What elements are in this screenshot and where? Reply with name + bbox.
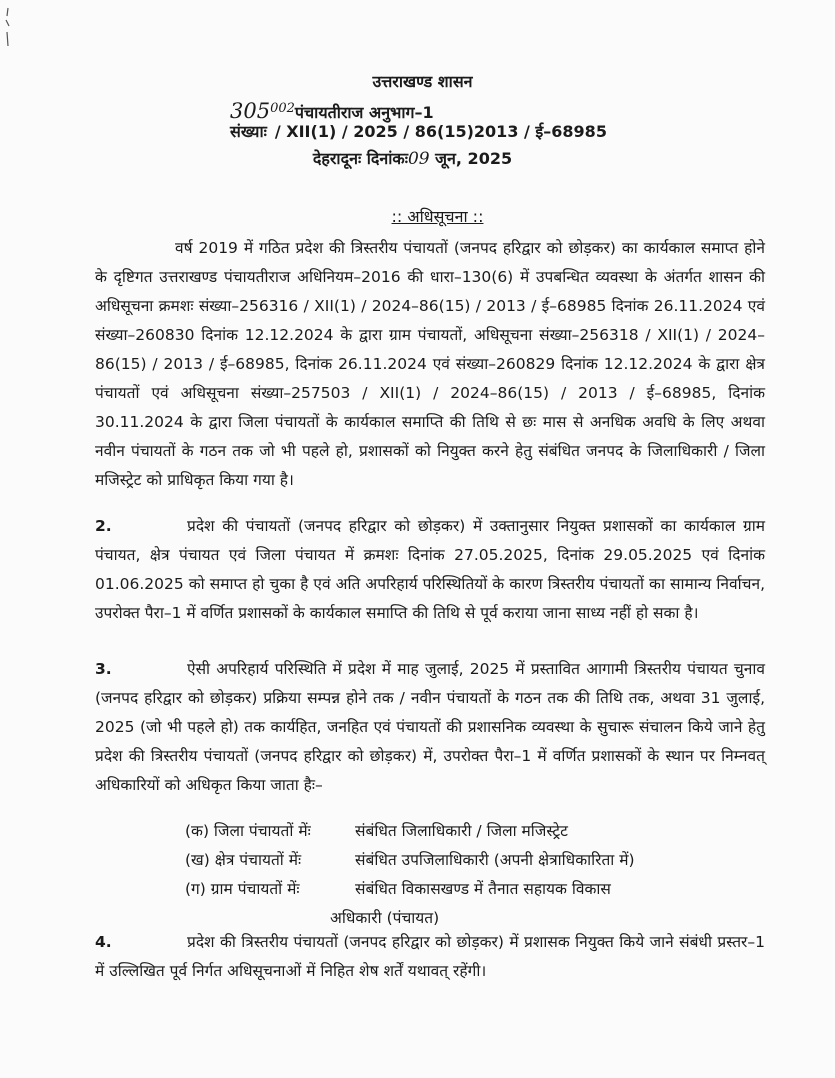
paragraph-3 — [95, 655, 765, 800]
paragraph-3-text: ऐसी अपरिहार्य परिस्थिति में प्रदेश में माह जुलाई, 2025 में प्रस्तावित आगामी त्रिस्तरीय पंचायत चुनाव (जनपद हरिद्वार को छोड़कर) प्रक्रिया सम्पन्न होने तक / नवीन पंचायतों के गठन तक की तिथि तक, अथवा 31 जुलाई, 2025 (जो भी पहले हो) तक कार्यहित, जनहित एवं पंचायतों की प्रशासनिक व्यवस्था के सुचारू संचालन किये जाने हेतु प्रदेश की त्रिस्तरीय पंचायतों (जनपद हरिद्वार को छोड़कर) में, उपरोक्त पैरा–1 में वर्णित प्रशासकों के स्थान पर निम्नवत् अधिकारियों को अधिकृत किया जाता हैः– — [95, 660, 765, 794]
place-date-line — [0, 145, 835, 173]
reference-number-line — [230, 118, 835, 145]
list-item-value: संबंधित विकासखण्ड में तैनात सहायक विकास — [355, 880, 611, 898]
list-item-value: संबंधित उपजिलाधिकारी (अपनी क्षेत्राधिकारिता में) — [355, 851, 635, 869]
paragraph-2 — [95, 512, 765, 628]
list-item — [185, 846, 635, 875]
date-prefix: देहरादूनः दिनांकः — [312, 149, 408, 168]
paragraph-2-text: प्रदेश की पंचायतों (जनपद हरिद्वार को छोड़कर) में उक्तानुसार नियुक्त प्रशासकों का कार्यकाल ग्राम पंचायत, क्षेत्र पंचायत एवं जिला पंचायत में क्रमशः दिनांक 27.05.2025, दिनांक 29.05.2025 एवं दिनांक 01.06.2025 को समाप्त हो चुका है एवं अति अपरिहार्य परिस्थितियों के कारण त्रिस्तरीय पंचायतों का सामान्य निर्वाचन, उपरोक्त पैरा–1 में वर्णित प्रशासकों के कार्यकाल समाप्ति की तिथि से पूर्व कराया जाना साध्य नहीं हो सका है। — [95, 517, 765, 622]
paragraph-1: वर्ष 2019 में गठित प्रदेश की त्रिस्तरीय पंचायतों (जनपद हरिद्वार को छोड़कर) का कार्यकाल समाप्त होने के दृष्टिगत उत्तराखण्ड पंचायतीराज अधिनियम–2016 की धारा–130(6) में उपबन्धित व्यवस्था के अंतर्गत शासन की अधिसूचना क्रमशः संख्या–256316 / XII(1) / 2024–86(15) / 2013 / ई–68985 दिनांक 26.11.2024 एवं संख्या–260830 दिनांक 12.12.2024 के द्वारा ग्राम पंचायतों, अधिसूचना संख्या–256318 / XII(1) / 2024–86(15) / 2013 / ई–68985, दिनांक 26.11.2024 एवं संख्या–260829 दिनांक 12.12.2024 के द्वारा क्षेत्र पंचायतों एवं अधिसूचना संख्या–257503 / XII(1) / 2024–86(15) / 2013 / ई–68985, दिनांक 30.11.2024 के द्वारा जिला पंचायतों के कार्यकाल समाप्ति की तिथि से छः मास से अनधिक अवधि के लिए अथवा नवीन पंचायतों के गठन तक जो भी पहले हो, प्रशासकों को नियुक्त करने हेतु संबंधित जनपद के जिलाधिकारी / जिला मजिस्ट्रेट को प्राधिकृत किया गया है। — [95, 239, 765, 489]
notification-title — [20, 205, 835, 227]
list-item-continuation: अधिकारी (पंचायत) — [330, 909, 440, 927]
government-name: उत्तराखण्ड शासन — [372, 72, 473, 91]
list-item-key: (ग) ग्राम पंचायतों मेंः — [185, 880, 300, 898]
handwritten-number: 305 — [230, 99, 271, 123]
paragraph-4-number: 4. — [95, 933, 112, 951]
handwritten-date: 09 — [407, 149, 430, 169]
paragraph-4 — [95, 928, 765, 986]
section-name: पंचायतीराज अनुभाग–1 — [294, 103, 434, 122]
list-item-value: संबंधित जिलाधिकारी / जिला मजिस्ट्रेट — [355, 822, 568, 840]
list-item-key: (क) जिला पंचायतों मेंः — [185, 822, 311, 840]
date-suffix: जून, 2025 — [435, 149, 513, 168]
list-item — [185, 875, 635, 904]
paragraph-3-number: 3. — [95, 660, 112, 678]
sankhya-label: संख्याः — [230, 122, 267, 141]
document-header — [0, 68, 835, 173]
handwritten-number-small: 002 — [270, 101, 295, 116]
reference-number: / XII(1) / 2025 / 86(15)2013 / ई–68985 — [274, 122, 607, 141]
paragraph-4-text: प्रदेश की त्रिस्तरीय पंचायतों (जनपद हरिद्वार को छोड़कर) में प्रशासक नियुक्त किये जाने संबंधी प्रस्तर–1 में उल्लिखित पूर्व निर्गत अधिसूचनाओं में निहित शेष शर्तें यथावत् रहेंगी। — [95, 933, 765, 980]
list-item — [185, 817, 635, 846]
list-item-key: (ख) क्षेत्र पंचायतों मेंः — [185, 851, 302, 869]
margin-pen-mark — [4, 6, 12, 50]
officer-list — [185, 817, 635, 933]
paragraph-2-number: 2. — [95, 517, 112, 535]
notification-title-text: :: अधिसूचना :: — [391, 207, 484, 226]
